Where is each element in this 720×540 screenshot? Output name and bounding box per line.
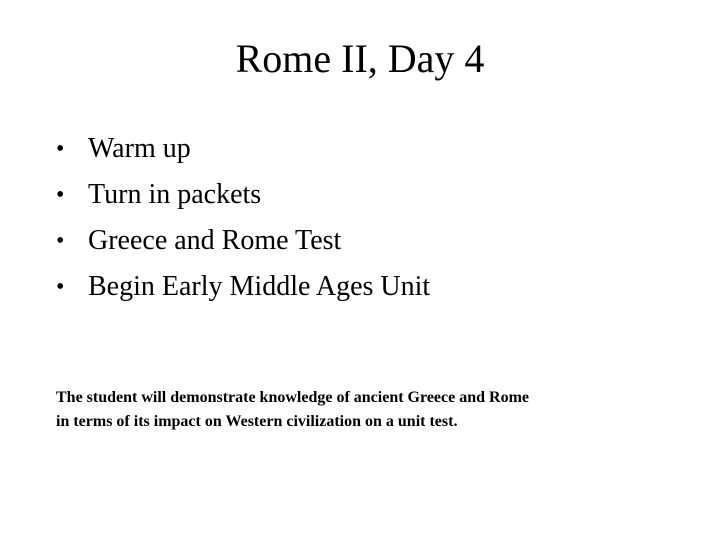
bullet-icon: • xyxy=(56,136,65,162)
objective-line: in terms of its impact on Western civilization on a unit test. xyxy=(56,413,458,430)
objective-line: The student will demonstrate knowledge of ancient Greece and Rome xyxy=(56,389,529,406)
learning-objective xyxy=(56,386,676,434)
agenda-list xyxy=(56,126,430,310)
bullet-icon: • xyxy=(56,274,65,300)
agenda-item xyxy=(56,126,430,172)
bullet-icon: • xyxy=(56,228,65,254)
agenda-item-label: Greece and Rome Test xyxy=(88,225,342,256)
agenda-item-label: Warm up xyxy=(88,133,191,164)
agenda-item xyxy=(56,218,430,264)
agenda-item xyxy=(56,172,430,218)
slide-title: Rome II, Day 4 xyxy=(235,36,485,81)
bullet-icon: • xyxy=(56,182,65,208)
agenda-item-label: Begin Early Middle Ages Unit xyxy=(88,271,431,302)
agenda-item-label: Turn in packets xyxy=(88,179,262,210)
agenda-item xyxy=(56,264,430,310)
